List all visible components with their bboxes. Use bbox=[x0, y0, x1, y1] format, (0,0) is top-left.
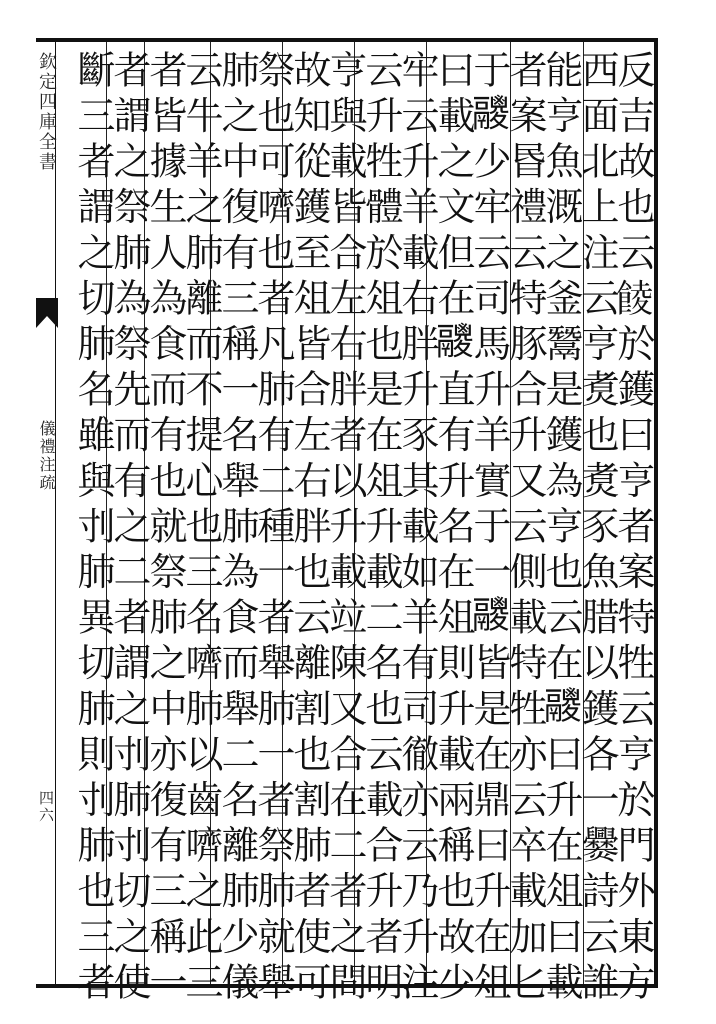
text-column-3: 能亨魚溉之釜鬵是鑊為亨也云在𩱛曰升在俎曰載 bbox=[539, 50, 583, 1008]
text-column-6: 曰載之文但在𩱛直有升名在俎則升載兩稱也故少 bbox=[431, 50, 475, 1008]
text-column-12: 肺之中復有三稱一名舉肺為食而舉二名離肺少儀 bbox=[215, 50, 259, 1008]
margin-collection-title: 欽定四庫全書 bbox=[36, 52, 57, 172]
text-column-10: 故知從鑊至俎皆合左右胖也云離割也割肺者使可 bbox=[287, 50, 331, 1008]
text-column-15: 者謂之祭肺為祭先而有之二者謂之刌肺刌切之使 bbox=[107, 50, 151, 1008]
text-column-2: 西面北上注云亨煑也煑豕魚腊以鑊各一爨詩云誰 bbox=[575, 50, 619, 1008]
margin-book-title: 儀禮注疏 bbox=[37, 420, 56, 492]
fish-tail-mark-icon bbox=[36, 298, 58, 328]
text-column-11: 祭也可嚌也者凡肺有二種一者舉肺一者祭肺就舉 bbox=[251, 50, 295, 1008]
text-column-5: 于𩱛少牢云司馬升羊實于一𩱛皆是在鼎曰升在俎 bbox=[467, 50, 511, 1008]
text-column-8: 云升牲體於俎也是在俎升載二名也云載合升者明 bbox=[359, 50, 403, 1008]
text-column-14: 者皆據生人為食而有也就祭肺之中亦復有三稱一 bbox=[143, 50, 187, 1008]
margin-page-number: 四六 bbox=[37, 790, 55, 824]
text-column-1: 反吉故也云𩜁於鑊曰亨者案特牲云亨於門外東方 bbox=[611, 50, 655, 1008]
text-column-9: 亨與載皆合左右胖者以升載竝陳又合在二者之間 bbox=[323, 50, 367, 1008]
text-column-16: 斷三者謂之切肺名雖與刌肺異切肺則刌肺也三者 bbox=[71, 50, 115, 1008]
margin-strip bbox=[36, 38, 56, 988]
text-column-4: 者案昬禮云特豚合升又云側載特牲亦云卒載加匕 bbox=[503, 50, 547, 1008]
text-column-7: 牢云升羊載右胖升豕其載如羊有司徹亦云乃升注 bbox=[395, 50, 439, 1008]
text-column-13: 云牛羊之肺離而不提心也三名嚌肺以齒嚌之此三 bbox=[179, 50, 223, 1008]
